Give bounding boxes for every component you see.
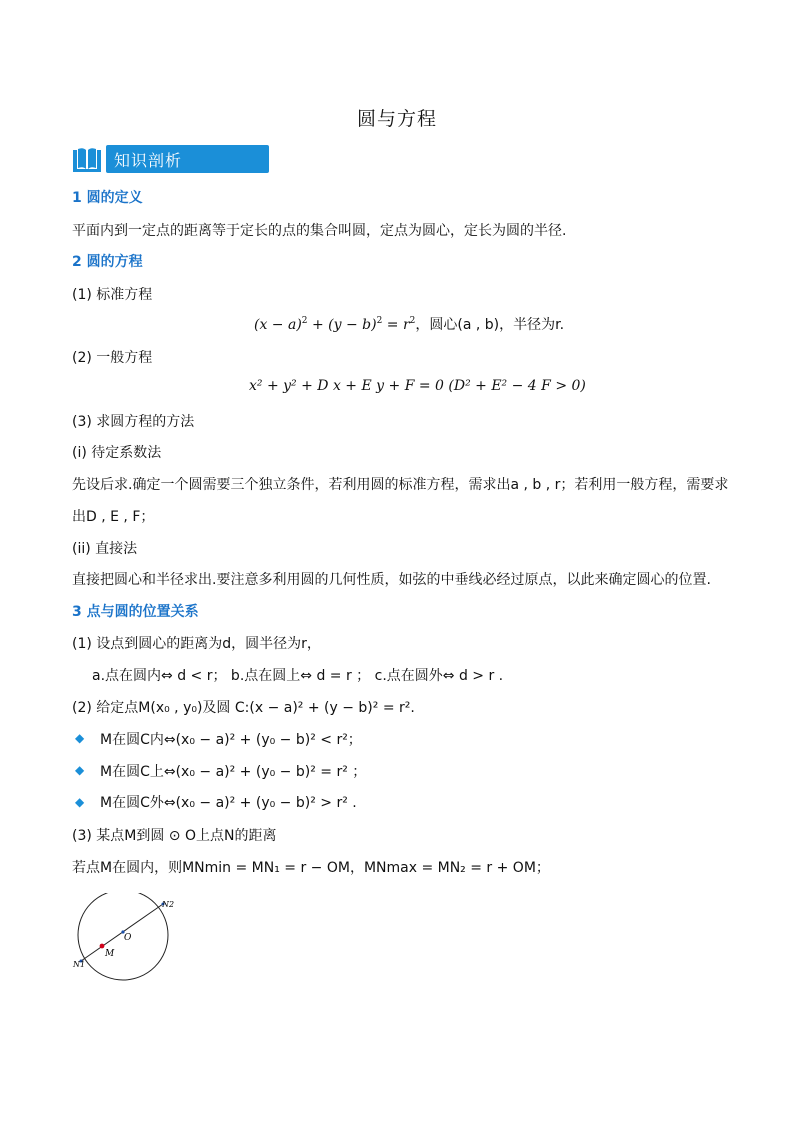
label-m: M: [105, 949, 115, 959]
section-2-heading: 2 圆的方程: [72, 254, 143, 270]
diamond-bullet-icon: ◆: [75, 763, 85, 777]
general-equation: x² + y² + D x + E y + F = 0 (D² + E² − 4 F > 0): [249, 378, 586, 394]
circle-diagram: [72, 893, 182, 983]
section-3-item-3: (3) 某点M到圆 ⊙ O上点N的距离: [72, 828, 277, 844]
section-3-item-3-text: 若点M在圆内，则MNmin = MN₁ = r − OM，MNmax = MN₂ = r + OM；: [72, 860, 550, 876]
section-1-text: 平面内到一定点的距离等于定长的点的集合叫圆，定点为圆心，定长为圆的半径.: [72, 223, 567, 239]
section-1-heading: 1 圆的定义: [72, 190, 143, 206]
standard-equation-tail: ，圆心(a , b)，半径为r.: [415, 317, 565, 333]
section-2-item-1: (1) 标准方程: [72, 287, 153, 303]
banner-label: 知识剖析: [114, 151, 183, 170]
standard-equation-part-3: = r: [382, 317, 410, 333]
section-2-item-2: (2) 一般方程: [72, 350, 153, 366]
bullet-on: M在圆C上⇔(x₀ − a)² + (y₀ − b)² = r² ；: [100, 764, 367, 780]
standard-equation-part-2: + (y − b): [307, 317, 377, 333]
position-cases: a.点在圆内⇔ d < r； b.点在圆上⇔ d = r ； c.点在圆外⇔ d > r .: [92, 668, 504, 684]
banner-label-box: [106, 145, 269, 173]
point-m: [100, 944, 105, 949]
standard-equation-part-1: (x − a): [254, 317, 302, 333]
label-n1: N1: [73, 960, 86, 969]
diamond-bullet-icon: ◆: [75, 731, 85, 745]
diamond-bullet-icon: ◆: [75, 795, 85, 809]
bullet-inside: M在圆C内⇔(x₀ − a)² + (y₀ − b)² < r²；: [100, 732, 362, 748]
section-3-heading: 3 点与圆的位置关系: [72, 604, 199, 620]
standard-equation: $(x - a)^2 + (y - b)^2 = r^2$，圆心(a , b)，半径为r.: [254, 316, 565, 333]
section-3-item-2: (2) 给定点M(x₀ , y₀)及圆 C:(x − a)² + (y − b)² = r².: [72, 700, 415, 716]
book-icon: [72, 145, 102, 173]
method-2-text: 直接把圆心和半径求出.要注意多利用圆的几何性质，如弦的中垂线必经过原点，以此来确定圆心的位置.: [72, 572, 711, 588]
section-2-item-3: (3) 求圆方程的方法: [72, 414, 195, 430]
method-1-label: (i) 待定系数法: [72, 445, 162, 461]
circle-o: [78, 893, 168, 980]
method-1-text-line-2: 出D , E , F；: [72, 509, 155, 525]
bullet-outside: M在圆C外⇔(x₀ − a)² + (y₀ − b)² > r² .: [100, 795, 357, 811]
method-1-text-line-1: 先设后求.确定一个圆需要三个独立条件，若利用圆的标准方程，需求出a , b , r；若利用一般方程，需要求: [72, 477, 729, 493]
page-title: 圆与方程: [356, 108, 437, 130]
label-o: O: [124, 933, 132, 943]
section-3-item-1: (1) 设点到圆心的距离为d，圆半径为r，: [72, 636, 321, 652]
label-n2: N2: [162, 900, 175, 909]
method-2-label: (ii) 直接法: [72, 541, 138, 557]
